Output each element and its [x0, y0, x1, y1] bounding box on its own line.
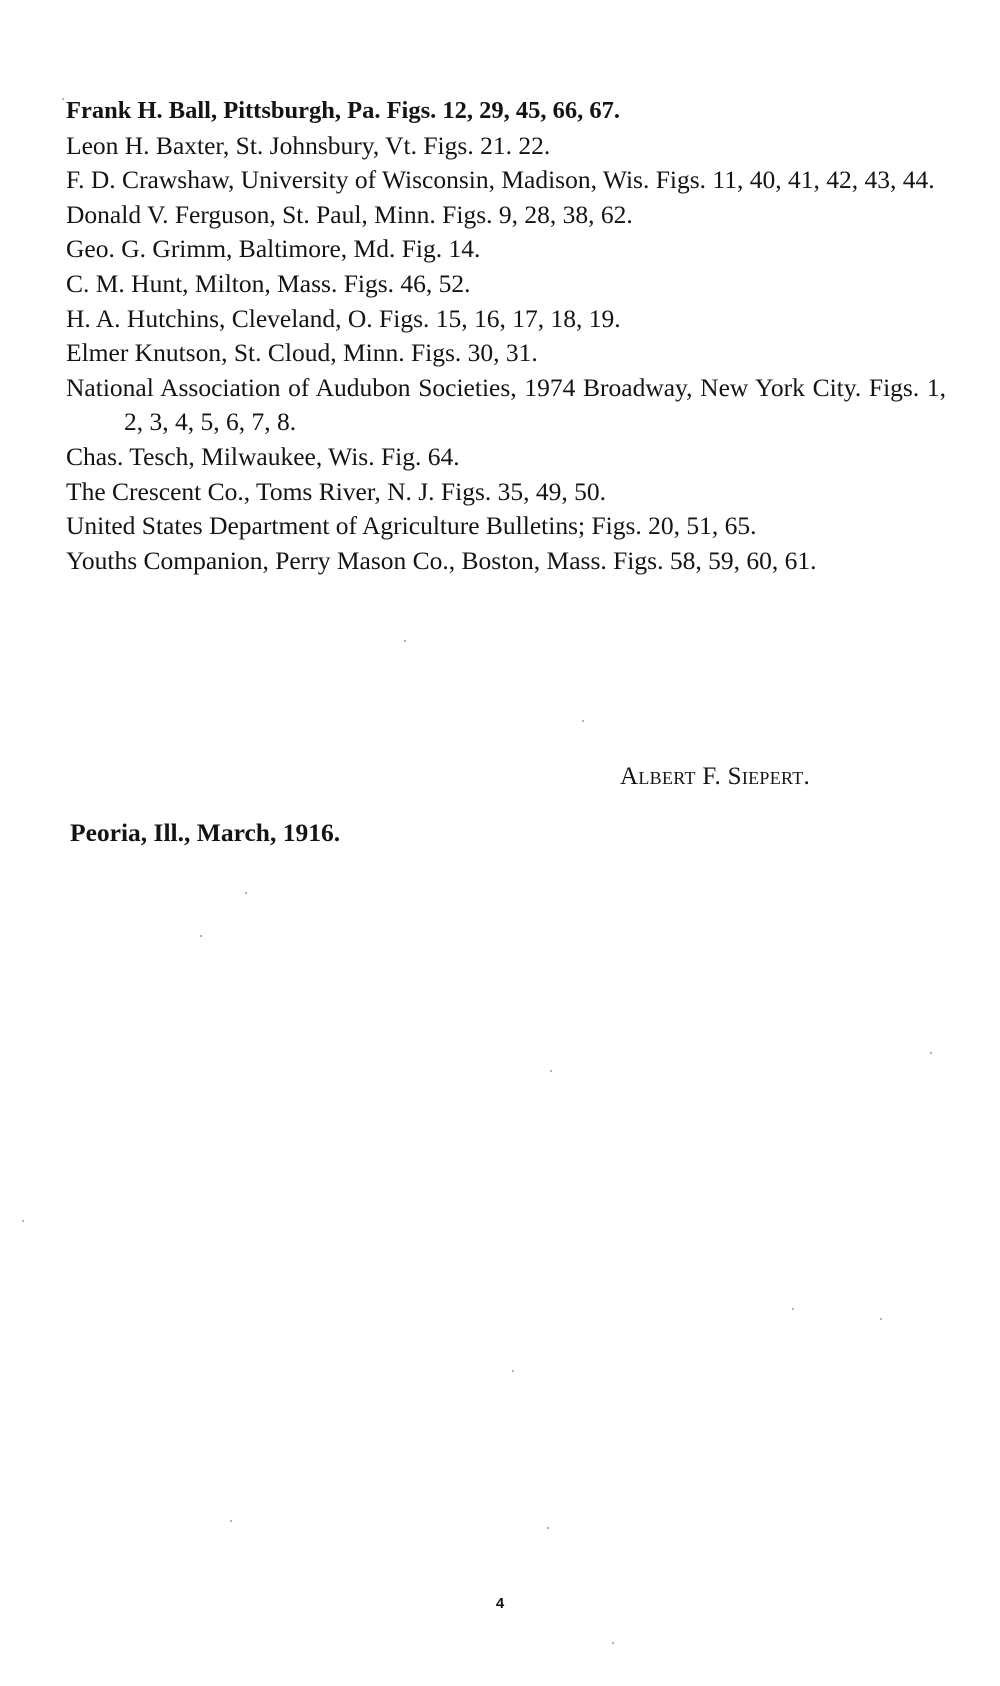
place-and-date: Peoria, Ill., March, 1916.	[70, 818, 341, 847]
credit-entry: C. M. Hunt, Milton, Mass. Figs. 46, 52.	[66, 268, 471, 298]
illustration-credits-list	[66, 94, 946, 578]
credit-entry: United States Department of Agriculture Bulletins; Figs. 20, 51, 65.	[66, 511, 757, 541]
page-number: 4	[495, 1595, 505, 1612]
credit-entry: Youths Companion, Perry Mason Co., Boston, Mass. Figs. 58, 59, 60, 61.	[66, 545, 817, 575]
scan-speck	[550, 1070, 552, 1072]
credit-entry: F. D. Crawshaw, University of Wisconsin, Madison, Wis. Figs. 11, 40, 41, 42, 43, 44.	[66, 165, 935, 195]
scan-speck	[200, 935, 202, 937]
credit-entry: Elmer Knutson, St. Cloud, Minn. Figs. 30, 31.	[66, 338, 538, 368]
scan-speck	[512, 1370, 514, 1372]
credit-entry: Geo. G. Grimm, Baltimore, Md. Fig. 14.	[66, 234, 481, 264]
scan-speck	[612, 1642, 614, 1644]
scan-speck	[547, 1527, 549, 1529]
scan-speck	[230, 1520, 232, 1522]
credit-entry: The Crescent Co., Toms River, N. J. Figs. 35, 49, 50.	[66, 476, 606, 506]
scan-speck	[62, 98, 64, 100]
credit-entry: Chas. Tesch, Milwaukee, Wis. Fig. 64.	[66, 441, 460, 471]
credit-entry: Frank H. Ball, Pittsburgh, Pa. Figs. 12, 29, 45, 66, 67.	[66, 97, 621, 124]
scan-speck	[404, 640, 406, 642]
author-signature: Albert F. Siepert.	[620, 763, 811, 790]
scan-speck	[245, 892, 247, 894]
scan-speck	[930, 1052, 932, 1054]
credit-entry: National Association of Audubon Societies, 1974 Broadway, New York City. Figs. 1, 2, 3, 4, 5, 6, 7, 8.	[66, 372, 946, 437]
scan-speck	[880, 1318, 882, 1320]
scan-speck	[22, 1220, 24, 1222]
credit-entry: Donald V. Ferguson, St. Paul, Minn. Figs. 9, 28, 38, 62.	[66, 199, 633, 229]
credit-entry: Leon H. Baxter, St. Johnsbury, Vt. Figs. 21. 22.	[66, 130, 551, 160]
scan-speck	[582, 720, 584, 722]
scan-speck	[792, 1308, 794, 1310]
credit-entry: H. A. Hutchins, Cleveland, O. Figs. 15, 16, 17, 18, 19.	[66, 303, 621, 333]
